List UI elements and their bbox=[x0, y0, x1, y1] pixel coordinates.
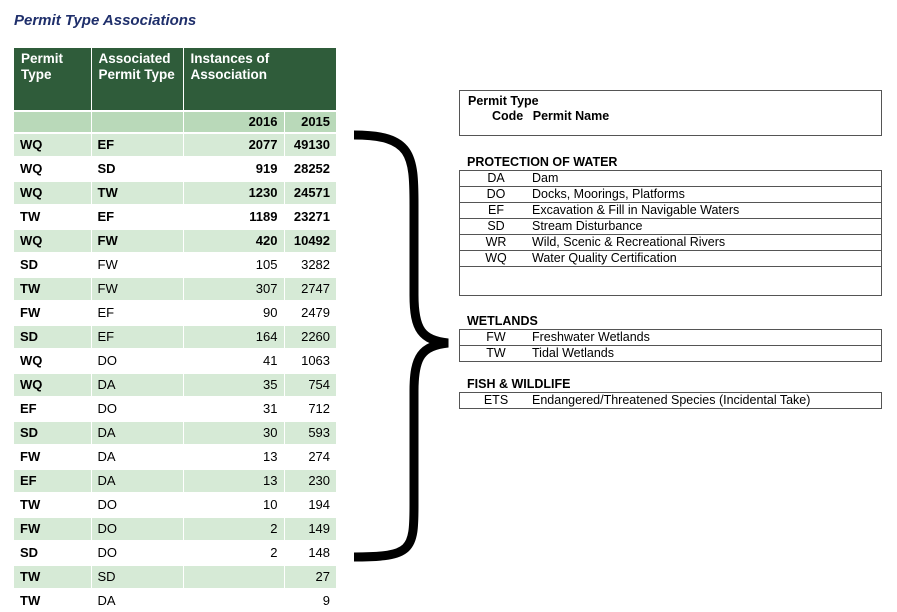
cell-permit-type: SD bbox=[14, 421, 91, 445]
legend-item bbox=[459, 187, 882, 203]
cell-permit-type: TW bbox=[14, 493, 91, 517]
cell-2016: 90 bbox=[183, 301, 284, 325]
cell-permit-type: SD bbox=[14, 325, 91, 349]
legend-item bbox=[459, 346, 882, 362]
table-row bbox=[14, 517, 336, 541]
legend-header-code: Code bbox=[492, 109, 524, 123]
table-row bbox=[14, 565, 336, 589]
cell-associated-type: FW bbox=[91, 253, 183, 277]
cell-associated-type: EF bbox=[91, 133, 183, 157]
legend-item-code: ETS bbox=[483, 393, 509, 407]
cell-2015: 3282 bbox=[284, 253, 336, 277]
cell-permit-type: WQ bbox=[14, 157, 91, 181]
cell-2016: 2 bbox=[183, 517, 284, 541]
cell-permit-type: SD bbox=[14, 253, 91, 277]
legend-item-code: WQ bbox=[485, 251, 507, 265]
legend-item bbox=[459, 171, 882, 187]
legend-section bbox=[459, 377, 882, 409]
cell-permit-type: WQ bbox=[14, 349, 91, 373]
cell-permit-type: TW bbox=[14, 565, 91, 589]
cell-2016: 1230 bbox=[183, 181, 284, 205]
table-row bbox=[14, 421, 336, 445]
cell-associated-type: DO bbox=[91, 517, 183, 541]
cell-2015: 23271 bbox=[284, 205, 336, 229]
table-row bbox=[14, 325, 336, 349]
cell-associated-type: DO bbox=[91, 493, 183, 517]
cell-2016: 30 bbox=[183, 421, 284, 445]
association-table bbox=[14, 48, 336, 612]
legend-item-name: Endangered/Threatened Species (Incidental Take) bbox=[532, 393, 811, 407]
cell-2016: 10 bbox=[183, 493, 284, 517]
legend-item-name: Water Quality Certification bbox=[532, 251, 677, 265]
cell-2016: 13 bbox=[183, 445, 284, 469]
year-blank-1 bbox=[14, 111, 91, 133]
cell-associated-type: DA bbox=[91, 445, 183, 469]
cell-2015: 230 bbox=[284, 469, 336, 493]
cell-2016: 2077 bbox=[183, 133, 284, 157]
cell-2015: 2479 bbox=[284, 301, 336, 325]
cell-2015: 27 bbox=[284, 565, 336, 589]
cell-2016: 41 bbox=[183, 349, 284, 373]
cell-2015: 9 bbox=[284, 589, 336, 612]
cell-associated-type: DA bbox=[91, 589, 183, 612]
legend-item-code: EF bbox=[488, 203, 504, 217]
year-blank-2 bbox=[91, 111, 183, 133]
cell-2015: 274 bbox=[284, 445, 336, 469]
legend-item-name: Tidal Wetlands bbox=[532, 346, 614, 360]
legend-header-name: Permit Name bbox=[532, 109, 610, 123]
legend-item bbox=[459, 251, 882, 267]
legend-section bbox=[459, 155, 882, 296]
cell-associated-type: SD bbox=[91, 157, 183, 181]
cell-permit-type: WQ bbox=[14, 181, 91, 205]
table-row bbox=[14, 493, 336, 517]
cell-2016: 919 bbox=[183, 157, 284, 181]
cell-permit-type: TW bbox=[14, 589, 91, 612]
legend-item-name: Dam bbox=[532, 171, 559, 185]
legend-item-code: FW bbox=[486, 330, 506, 344]
cell-permit-type: WQ bbox=[14, 373, 91, 397]
cell-associated-type: FW bbox=[91, 277, 183, 301]
cell-2016 bbox=[183, 565, 284, 589]
table-row bbox=[14, 157, 336, 181]
cell-permit-type: WQ bbox=[14, 133, 91, 157]
legend-item-code: WR bbox=[485, 235, 507, 249]
cell-associated-type: TW bbox=[91, 181, 183, 205]
permit-legend bbox=[459, 90, 882, 409]
cell-2016: 164 bbox=[183, 325, 284, 349]
legend-item-code: DO bbox=[486, 187, 506, 201]
cell-2015: 754 bbox=[284, 373, 336, 397]
table-row bbox=[14, 253, 336, 277]
header-permit-type: Permit Type bbox=[14, 48, 91, 111]
legend-header-line1: Permit Type bbox=[468, 94, 539, 108]
cell-2015: 49130 bbox=[284, 133, 336, 157]
cell-2016: 420 bbox=[183, 229, 284, 253]
cell-associated-type: EF bbox=[91, 205, 183, 229]
legend-item-code: SD bbox=[487, 219, 505, 233]
table-row bbox=[14, 397, 336, 421]
cell-associated-type: SD bbox=[91, 565, 183, 589]
cell-permit-type: FW bbox=[14, 445, 91, 469]
cell-associated-type: DO bbox=[91, 397, 183, 421]
table-row bbox=[14, 205, 336, 229]
cell-2015: 712 bbox=[284, 397, 336, 421]
cell-2016: 35 bbox=[183, 373, 284, 397]
table-row bbox=[14, 133, 336, 157]
legend-item-name: Stream Disturbance bbox=[532, 219, 643, 233]
legend-item bbox=[459, 235, 882, 251]
table-row bbox=[14, 229, 336, 253]
cell-associated-type: EF bbox=[91, 301, 183, 325]
cell-2015: 194 bbox=[284, 493, 336, 517]
cell-permit-type: WQ bbox=[14, 229, 91, 253]
cell-permit-type: EF bbox=[14, 397, 91, 421]
legend-item bbox=[459, 330, 882, 346]
table-row bbox=[14, 373, 336, 397]
cell-2015: 2260 bbox=[284, 325, 336, 349]
cell-2016: 2 bbox=[183, 541, 284, 565]
cell-associated-type: EF bbox=[91, 325, 183, 349]
legend-item-name: Freshwater Wetlands bbox=[532, 330, 650, 344]
cell-permit-type: EF bbox=[14, 469, 91, 493]
header-instances: Instances of Association bbox=[183, 48, 336, 111]
cell-2015: 28252 bbox=[284, 157, 336, 181]
cell-2015: 24571 bbox=[284, 181, 336, 205]
header-associated-permit-type: Associated Permit Type bbox=[91, 48, 183, 111]
cell-2015: 10492 bbox=[284, 229, 336, 253]
cell-2016: 1189 bbox=[183, 205, 284, 229]
brace-icon bbox=[352, 125, 452, 565]
cell-permit-type: FW bbox=[14, 517, 91, 541]
cell-2016 bbox=[183, 589, 284, 612]
cell-permit-type: FW bbox=[14, 301, 91, 325]
table-row bbox=[14, 181, 336, 205]
cell-associated-type: DO bbox=[91, 349, 183, 373]
legend-section-title: WETLANDS bbox=[459, 314, 882, 330]
cell-2015: 2747 bbox=[284, 277, 336, 301]
cell-permit-type: TW bbox=[14, 277, 91, 301]
cell-associated-type: FW bbox=[91, 229, 183, 253]
cell-2015: 1063 bbox=[284, 349, 336, 373]
table-row bbox=[14, 469, 336, 493]
legend-item-code: TW bbox=[486, 346, 506, 360]
legend-item bbox=[459, 203, 882, 219]
cell-2016: 105 bbox=[183, 253, 284, 277]
table-row bbox=[14, 445, 336, 469]
legend-section bbox=[459, 314, 882, 362]
cell-associated-type: DO bbox=[91, 541, 183, 565]
table-row bbox=[14, 541, 336, 565]
legend-item-name: Excavation & Fill in Navigable Waters bbox=[532, 203, 740, 217]
cell-associated-type: DA bbox=[91, 421, 183, 445]
legend-blank-row bbox=[459, 267, 882, 296]
legend-item bbox=[459, 393, 882, 409]
cell-associated-type: DA bbox=[91, 469, 183, 493]
cell-permit-type: TW bbox=[14, 205, 91, 229]
cell-2015: 593 bbox=[284, 421, 336, 445]
cell-2016: 307 bbox=[183, 277, 284, 301]
cell-permit-type: SD bbox=[14, 541, 91, 565]
cell-associated-type: DA bbox=[91, 373, 183, 397]
legend-item bbox=[459, 219, 882, 235]
table-row bbox=[14, 277, 336, 301]
year-2016: 2016 bbox=[183, 111, 284, 133]
year-2015: 2015 bbox=[284, 111, 336, 133]
cell-2016: 31 bbox=[183, 397, 284, 421]
legend-item-name: Docks, Moorings, Platforms bbox=[532, 187, 685, 201]
legend-item-code: DA bbox=[487, 171, 505, 185]
legend-item-name: Wild, Scenic & Recreational Rivers bbox=[532, 235, 726, 249]
table-row bbox=[14, 349, 336, 373]
legend-header bbox=[459, 90, 882, 136]
legend-section-title: FISH & WILDLIFE bbox=[459, 377, 882, 393]
legend-section-title: PROTECTION OF WATER bbox=[459, 155, 882, 171]
cell-2015: 148 bbox=[284, 541, 336, 565]
table-row bbox=[14, 301, 336, 325]
cell-2015: 149 bbox=[284, 517, 336, 541]
table-row bbox=[14, 589, 336, 612]
page-title: Permit Type Associations bbox=[14, 12, 197, 29]
cell-2016: 13 bbox=[183, 469, 284, 493]
